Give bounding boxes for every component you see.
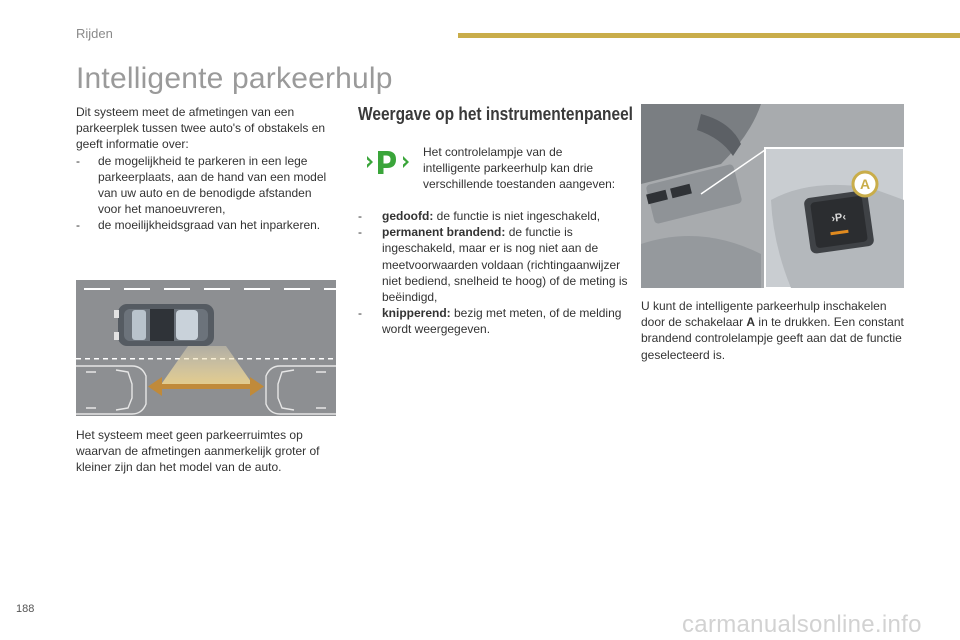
state-desc: de functie is niet ingeschakeld, [433,209,601,223]
indicator-states [358,208,633,338]
parking-space-illustration [76,280,336,416]
state-term: knipperend: [382,306,451,321]
bullet-dash: - [358,225,362,240]
activation-text [641,298,906,363]
dashboard-switch-illustration [641,104,904,288]
header-rule [458,33,960,38]
bullet-dash: - [358,306,362,321]
bullet-dash: - [76,153,80,168]
indicator-description: Het controlelampje van de intelligente parkeerhulp kan drie verschillende toestanden aangeven: [423,145,616,192]
moving-car [114,304,214,346]
activation-text-part2: in te drukken. Een constant brandend controlelampje geeft aan dat de functie geselecteerd is. [641,315,904,362]
watermark: carmanualsonline.info [682,611,922,638]
state-term: gedoofd: [382,209,434,223]
switch-callout-badge [853,172,877,196]
state-item [358,208,633,224]
bullet-dash: - [358,209,362,223]
illustration-caption: Het systeem meet geen parkeerruimtes op waarvan de afmetingen aanmerkelijk groter of kleiner zijn dan het model van de auto. [76,428,320,475]
page-number: 188 [16,603,35,615]
park-assist-warning-icon [366,147,410,177]
switch-symbol: ›P‹ [830,211,847,225]
switch-reference: A [746,315,756,330]
activation-text-part1: U kunt de intelligente parkeerhulp inschakelen door de schakelaar [641,299,887,330]
state-desc: bezig met meten, of de melding wordt weergegeven. [382,306,622,337]
section-label: Rijden [76,26,113,41]
state-item [358,224,633,305]
section-heading: Weergave op het instrumentenpaneel [358,104,633,124]
intro-bullet-text: de moeilijkheidsgraad van het inparkeren. [98,218,321,233]
intro-bullet [76,153,338,218]
switch-closeup [765,148,904,288]
intro-bullet-text: de mogelijkheid te parkeren in een lege parkeerplaats, aan de hand van een model van uw auto en de benodigde afstanden voor het manoeuvreren, [98,153,327,217]
intro-block [76,104,338,234]
intro-bullets [76,153,338,234]
state-term: permanent brandend: [382,225,506,240]
intro-text: Dit systeem meet de afmetingen van een parkeerplek tussen twee auto's of obstakels en geeft informatie over: [76,105,326,152]
intro-bullet [76,217,338,233]
state-desc: de functie is ingeschakeld, maar er is nog niet aan de meetvoorwaarden voldaan (richtingaanwijzer niet bediend, snelheid te hoog) of de meting is beëindigd, [382,225,628,305]
switch-callout-label: A [859,176,871,192]
bullet-dash: - [76,218,80,233]
state-item [358,305,633,337]
page-title: Intelligente parkeerhulp [76,62,393,95]
